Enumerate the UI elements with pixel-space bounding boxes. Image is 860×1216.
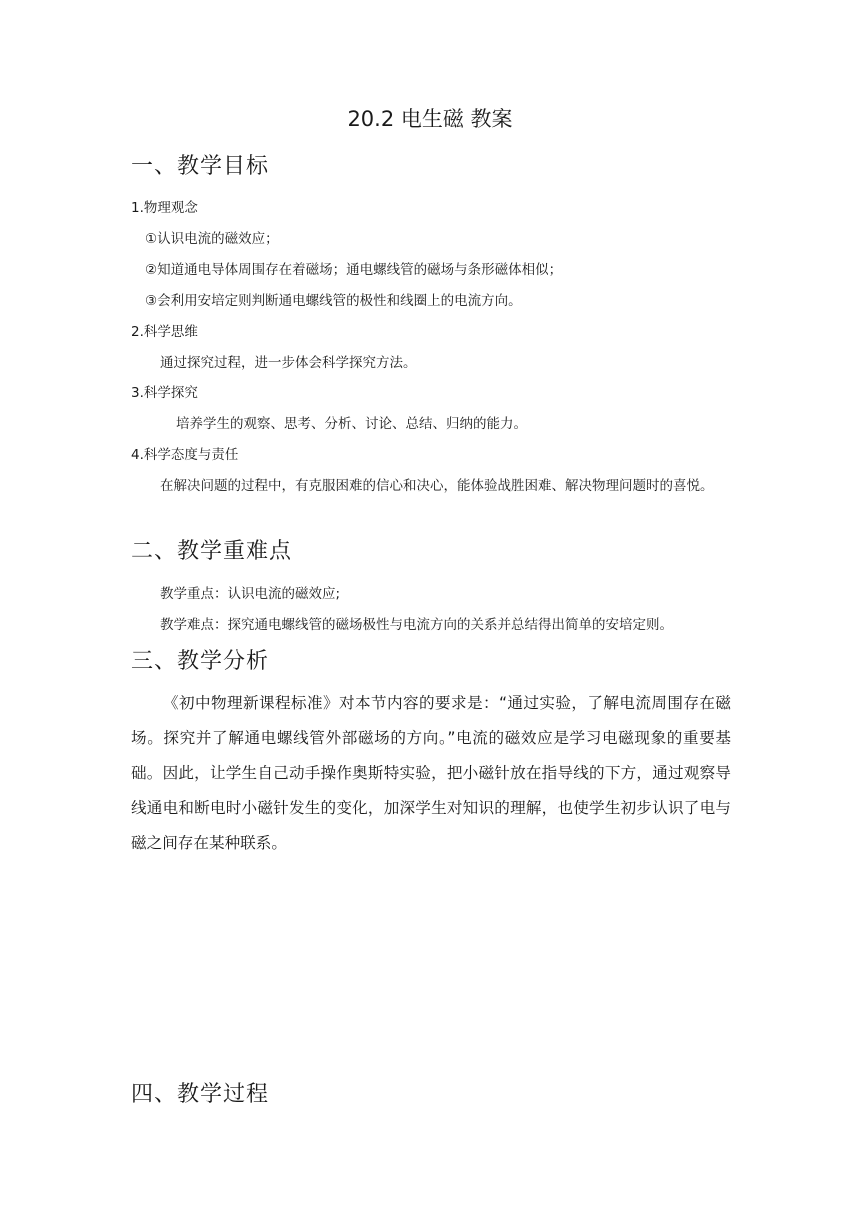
objective-scientific-inquiry-text: 培养学生的观察、思考、分析、讨论、总结、归纳的能力。 — [176, 416, 527, 432]
section-heading-process: 四、教学过程 — [131, 1082, 270, 1107]
document-title: 20.2 电生磁 教案 — [347, 107, 513, 131]
objective-attitude-label: 4.科学态度与责任 — [131, 447, 239, 463]
section-heading-key-difficult-points: 二、教学重难点 — [131, 539, 293, 564]
objective-scientific-inquiry-label: 3.科学探究 — [131, 385, 198, 401]
objective-attitude-text: 在解决问题的过程中，有克服困难的信心和决心，能体验战胜困难、解决物理问题时的喜悦。 — [160, 478, 714, 494]
objective-physics-concept-item-2: ②知道通电导体周围存在着磁场；通电螺线管的磁场与条形磁体相似； — [145, 262, 563, 278]
difficult-point-text: 教学难点：探究通电螺线管的磁场极性与电流方向的关系并总结得出简单的安培定则。 — [160, 617, 673, 633]
key-point-text: 教学重点：认识电流的磁效应; — [160, 586, 341, 602]
objective-physics-concept-item-1: ①认识电流的磁效应； — [145, 231, 279, 247]
section-heading-analysis: 三、教学分析 — [131, 649, 270, 674]
section-heading-objectives: 一、教学目标 — [131, 154, 270, 179]
objective-scientific-thinking-label: 2.科学思维 — [131, 324, 198, 340]
objective-physics-concept-item-3: ③会利用安培定则判断通电螺线管的极性和线圈上的电流方向。 — [145, 293, 522, 309]
analysis-paragraph: 《初中物理新课程标准》对本节内容的要求是：“通过实验，了解电流周围存在磁场。探究并了解通电螺线管外部磁场的方向。”电流的磁效应是学习电磁现象的重要基础。因此，让学生自己动手操作奥斯特实验，把小磁针放在指导线的下方，通过观察导线通电和断电时小磁针发生的变化，加深学生对知识的理解，也使学生初步认识了电与磁之间存在某种联系。 — [131, 694, 731, 852]
objective-physics-concept-label: 1.物理观念 — [131, 200, 198, 216]
objective-scientific-thinking-text: 通过探究过程，进一步体会科学探究方法。 — [160, 355, 417, 371]
